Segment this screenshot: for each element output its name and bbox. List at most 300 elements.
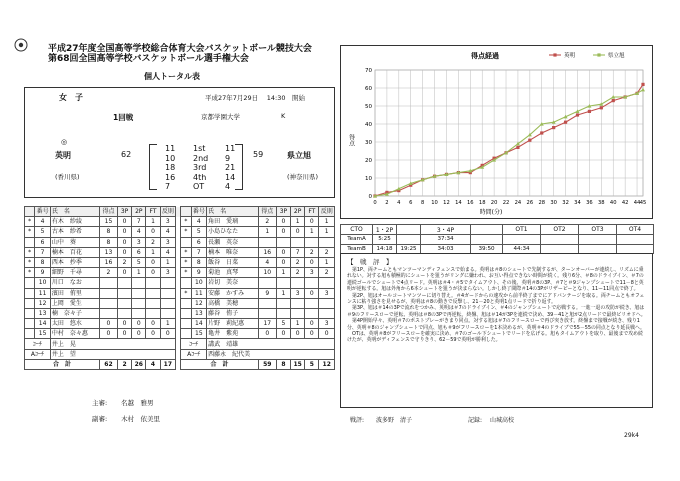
y-tick-label: 0 bbox=[368, 194, 372, 200]
starter-mark bbox=[181, 319, 191, 329]
cto-time bbox=[471, 235, 503, 245]
player-stat: 1 bbox=[160, 257, 176, 267]
coach-name: 井上 晃 bbox=[50, 339, 175, 349]
player-name: 川口 なお bbox=[50, 278, 99, 288]
game-info-box bbox=[24, 87, 335, 198]
total-stat: 12 bbox=[319, 359, 335, 369]
player-stat: 8 bbox=[99, 237, 117, 247]
umpire-label: 副審: bbox=[92, 415, 108, 423]
player-stat: 3 bbox=[160, 237, 176, 247]
winner-mark: ◎ bbox=[61, 138, 68, 146]
player-stat: 0 bbox=[146, 257, 160, 267]
x-tick-label: 18 bbox=[478, 200, 486, 206]
cto-time bbox=[541, 235, 579, 245]
coach-name: 井上 望 bbox=[50, 349, 175, 359]
quarter-bracket-left bbox=[149, 144, 157, 190]
player-stat: 1 bbox=[146, 217, 160, 227]
player-stat bbox=[319, 237, 335, 247]
player-stat bbox=[117, 298, 131, 308]
player-name: 有木 紗綾 bbox=[50, 217, 99, 227]
x-tick-label: 32 bbox=[562, 200, 569, 206]
total-stat: 2 bbox=[117, 359, 131, 369]
player-stat bbox=[305, 278, 319, 288]
totals-label: 合 計 bbox=[181, 359, 258, 369]
cto-header: OT4 bbox=[617, 225, 654, 235]
starter-mark-header bbox=[25, 207, 35, 217]
cto-header: 3・4P bbox=[421, 225, 471, 235]
player-stat: 2 bbox=[291, 268, 305, 278]
starter-mark: * bbox=[181, 257, 191, 267]
player-stat: 4 bbox=[132, 227, 146, 237]
data-point-square bbox=[564, 121, 567, 124]
player-stat: 15 bbox=[35, 329, 51, 339]
starter-mark bbox=[181, 329, 191, 339]
player-stat: 7 bbox=[132, 217, 146, 227]
quarter-score-b: 4 bbox=[225, 182, 231, 191]
data-point-square bbox=[600, 106, 603, 109]
column-header: 氏 名 bbox=[207, 207, 259, 217]
page-code: 29k4 bbox=[624, 432, 639, 439]
cto-time: 14:18 bbox=[373, 244, 397, 254]
data-point-square bbox=[528, 139, 531, 142]
player-stat: 2 bbox=[117, 257, 131, 267]
player-stat: 16 bbox=[99, 257, 117, 267]
player-stat: 0 bbox=[291, 329, 305, 339]
starter-mark bbox=[181, 298, 191, 308]
column-header: 番号 bbox=[36, 208, 49, 216]
player-name: 細野 千尋 bbox=[50, 268, 99, 278]
player-stat: 13 bbox=[35, 308, 51, 318]
player-stat: 11 bbox=[191, 288, 207, 298]
player-stat: 13 bbox=[99, 247, 117, 257]
cto-header: OT1 bbox=[503, 225, 541, 235]
player-stat: 0 bbox=[276, 257, 290, 267]
starter-mark bbox=[25, 329, 35, 339]
player-stat bbox=[276, 298, 290, 308]
player-stat bbox=[291, 237, 305, 247]
player-stat: 0 bbox=[99, 329, 117, 339]
cto-team: TeamA bbox=[341, 235, 373, 245]
y-tick-label: 20 bbox=[365, 158, 372, 164]
cto-time: 19:25 bbox=[397, 244, 421, 254]
player-stat: 3 bbox=[319, 288, 335, 298]
player-stat bbox=[99, 278, 117, 288]
x-tick-label: 0 bbox=[373, 200, 377, 206]
player-name: 楠本 唯奈 bbox=[207, 247, 259, 257]
review-paragraph: 第1P、両チームともマンツーマンディフェンスで始まる。英明は＃8のシュートで先制するが、ターンオーバーが連続し、リズムに乗れない。対する旭も積極的にシュートを狙うがリングに嫌われ、お互い得点できない時間が続く。残り6分、＃8のドライブイン、＃7の連続ゴールでシュートで4点リード。英明は＃4・＃5でタイムアウト、その後、英明＃8の3P、＃7と＃9ジャンプシュートで11－8と英明が逆転する。旭は外角から6本シュートを狙うが決まらない。しかし終了間際＃14の3Pがリザーピーとなり、11ー11同点で終了。 bbox=[347, 267, 644, 293]
player-stat: 2 bbox=[319, 268, 335, 278]
x-tick-label: 10 bbox=[431, 200, 438, 206]
coach-name: 講武 靖雄 bbox=[207, 339, 335, 349]
review-paragraph: 第2P、旭はオールコートマンツーに切り替え。＃4ガードからの速攻から前半終了までにアドバンテージを取る。両チームともオフェンスに粘り強さを見せるが、英明は＃8の動きで反撃し、21－20と英明1点リードで折り返す。 bbox=[347, 292, 645, 306]
player-stat: 3 bbox=[319, 319, 335, 329]
cto-header: OT2 bbox=[541, 225, 579, 235]
player-stat: 0 bbox=[305, 329, 319, 339]
coach-name: 西藤永 紀代美 bbox=[207, 349, 335, 359]
player-stat: 0 bbox=[160, 329, 176, 339]
player-stat: 6 bbox=[191, 237, 207, 247]
player-stat: 1 bbox=[258, 227, 276, 237]
player-stat: 7 bbox=[191, 247, 207, 257]
starter-mark: * bbox=[25, 217, 35, 227]
y-tick-label: 50 bbox=[365, 104, 372, 110]
player-stat: 1 bbox=[276, 288, 290, 298]
quarter-score-b: 11 bbox=[225, 144, 236, 153]
review-paragraph: 第4P開始早々、英明＃7のポストプレーがきまり同点。対する旭は＃7のフリースローで再び突き放す。終盤まで接戦が続き、残り1分、英明＃8のジャンプシュートで同点、旭も＃9がフリースローを1本決めるが、英明＃4のドライブで55－55の同点となり延長戦へ。 bbox=[347, 318, 645, 331]
player-name: 飯谷 日菜 bbox=[207, 257, 259, 267]
player-name: 小島ひなた bbox=[207, 227, 259, 237]
starter-mark bbox=[25, 308, 35, 318]
player-stat bbox=[319, 308, 335, 318]
data-point-square bbox=[540, 131, 543, 134]
y-tick-label: 40 bbox=[365, 122, 372, 128]
player-stat: 0 bbox=[117, 268, 131, 278]
totals-label: 合 計 bbox=[25, 359, 100, 369]
player-stat: 9 bbox=[35, 268, 51, 278]
player-stat: 0 bbox=[132, 329, 146, 339]
x-tick-label: 44 bbox=[633, 200, 641, 206]
player-stat: 8 bbox=[191, 257, 207, 267]
cto-time bbox=[503, 235, 541, 245]
player-stat bbox=[132, 298, 146, 308]
game-review-box bbox=[340, 253, 653, 408]
x-tick-label: 12 bbox=[443, 200, 450, 206]
x-tick-label: 28 bbox=[538, 200, 546, 206]
cto-time bbox=[579, 235, 617, 245]
player-stat bbox=[258, 278, 276, 288]
table-row bbox=[25, 319, 335, 329]
table-row bbox=[25, 268, 335, 278]
gender-label: 女 子 bbox=[59, 93, 83, 102]
player-stat: 1 bbox=[146, 247, 160, 257]
column-header: 2P bbox=[132, 207, 146, 217]
starter-mark bbox=[181, 278, 191, 288]
cto-table bbox=[340, 224, 654, 254]
starter-mark: * bbox=[181, 288, 191, 298]
player-stat: 11 bbox=[35, 288, 51, 298]
coach-label: Aｺｰﾁ bbox=[181, 349, 207, 359]
table-row bbox=[25, 237, 335, 247]
player-stat bbox=[160, 308, 176, 318]
x-tick-label: 20 bbox=[490, 200, 498, 206]
y-tick-label: 30 bbox=[365, 140, 372, 146]
player-stat: 0 bbox=[305, 288, 319, 298]
player-stat bbox=[132, 288, 146, 298]
player-stat: 12 bbox=[191, 298, 207, 308]
player-stat: 1 bbox=[319, 217, 335, 227]
player-stat: 1 bbox=[291, 319, 305, 329]
player-name: 菊池 真琴 bbox=[207, 268, 259, 278]
player-stat: 0 bbox=[305, 257, 319, 267]
player-name: 濱田 侑里 bbox=[50, 288, 99, 298]
player-stat bbox=[305, 298, 319, 308]
starter-mark bbox=[25, 278, 35, 288]
total-stat: 26 bbox=[132, 359, 146, 369]
player-stat: 0 bbox=[146, 268, 160, 278]
column-header: 反則 bbox=[320, 208, 333, 216]
player-stat: 14 bbox=[35, 319, 51, 329]
player-stat: 4 bbox=[160, 247, 176, 257]
player-stat: 5 bbox=[132, 257, 146, 267]
column-header: 3P bbox=[117, 207, 131, 217]
data-point-square bbox=[612, 99, 615, 102]
table-row bbox=[25, 227, 335, 237]
starter-mark: * bbox=[181, 217, 191, 227]
player-name: 上岡 愛生 bbox=[50, 298, 99, 308]
recorder-name: 山城高校 bbox=[490, 417, 515, 424]
y-tick-label: 60 bbox=[365, 86, 372, 92]
player-stat: 8 bbox=[35, 257, 51, 267]
quarter-label: 1st bbox=[193, 144, 206, 153]
player-stat: 0 bbox=[305, 319, 319, 329]
starter-mark: * bbox=[181, 247, 191, 257]
player-stat: 1 bbox=[132, 268, 146, 278]
starter-mark bbox=[25, 319, 35, 329]
cto-header: 1・2P bbox=[373, 225, 397, 235]
starter-mark: * bbox=[25, 268, 35, 278]
cto-time: 39:50 bbox=[471, 244, 503, 254]
player-stat: 3 bbox=[291, 288, 305, 298]
total-stat: 8 bbox=[276, 359, 290, 369]
data-point-square bbox=[516, 146, 519, 149]
player-stat: 6 bbox=[35, 237, 51, 247]
legend-marker bbox=[553, 53, 556, 56]
quarter-score-a: 11 bbox=[165, 144, 176, 153]
data-point-square bbox=[552, 126, 555, 129]
team-b-prefecture: (神奈川県) bbox=[287, 173, 319, 181]
x-tick-label: 40 bbox=[609, 200, 617, 206]
round-label: 1回戦 bbox=[113, 113, 134, 122]
player-stat: 2 bbox=[319, 247, 335, 257]
column-header: FT bbox=[146, 207, 160, 217]
x-tick-label: 26 bbox=[526, 200, 534, 206]
player-stat: 1 bbox=[160, 319, 176, 329]
x-tick-label: 14 bbox=[455, 200, 462, 206]
player-stat: 0 bbox=[99, 319, 117, 329]
x-tick-label: 4 bbox=[397, 200, 401, 206]
player-stat: 0 bbox=[276, 227, 290, 237]
cto-team: TeamB bbox=[341, 244, 373, 254]
player-stat: 1 bbox=[319, 257, 335, 267]
quarter-score-b: 21 bbox=[225, 163, 236, 172]
player-stat: 3 bbox=[132, 237, 146, 247]
cto-time: 34:03 bbox=[421, 244, 471, 254]
player-stat: 0 bbox=[117, 247, 131, 257]
cto-time bbox=[397, 235, 421, 245]
player-stat: 2 bbox=[99, 268, 117, 278]
player-stat bbox=[146, 298, 160, 308]
player-stat: 0 bbox=[132, 319, 146, 329]
game-date: 平成27年7月29日 14:30 開始 bbox=[205, 94, 305, 102]
player-stat bbox=[146, 278, 160, 288]
player-stat: 8 bbox=[99, 227, 117, 237]
player-stat: 9 bbox=[191, 268, 207, 278]
starter-mark: * bbox=[25, 247, 35, 257]
column-header: 氏 名 bbox=[50, 207, 99, 217]
cto-header bbox=[397, 225, 421, 235]
cto-time: 5:25 bbox=[373, 235, 397, 245]
player-stat bbox=[146, 308, 160, 318]
x-tick-label: 34 bbox=[574, 200, 581, 206]
column-header: 得点 bbox=[99, 207, 117, 217]
tournament-title: 平成27年度全国高等学校総合体育大会バスケットボール競技大会 bbox=[48, 44, 312, 54]
x-tick-label: 8 bbox=[420, 200, 425, 206]
total-stat: 62 bbox=[99, 359, 117, 369]
player-name: 藤谷 侑子 bbox=[207, 308, 259, 318]
x-tick-label: 6 bbox=[409, 200, 413, 206]
team-a-prefecture: (香川県) bbox=[55, 173, 80, 181]
column-header: 番号 bbox=[192, 208, 205, 216]
player-name: 長瀬 英奈 bbox=[207, 237, 259, 247]
player-stat: 0 bbox=[276, 217, 290, 227]
player-stat: 2 bbox=[305, 247, 319, 257]
player-stat: 0 bbox=[276, 247, 290, 257]
y-tick-label: 70 bbox=[365, 68, 372, 74]
starter-mark bbox=[25, 288, 35, 298]
score-progress-svg bbox=[341, 46, 654, 220]
cto-header: OT3 bbox=[579, 225, 617, 235]
review-paragraph: OTは、英明＃8がフリースローを確実に決め、＃7のゴール下シュートでリードを広げる。旭もタイムアウトを取り、最後まで攻め続けたが、英明がディフェンスで守りきり、62－59で英明が勝利した。 bbox=[347, 331, 643, 344]
player-name: 太田 悠水 bbox=[50, 319, 99, 329]
player-stat: 10 bbox=[35, 278, 51, 288]
cto-time bbox=[617, 235, 654, 245]
player-stat: 4 bbox=[191, 217, 207, 227]
review-heading: 【 戦 評 】 bbox=[347, 258, 393, 266]
team-a-score: 62 bbox=[121, 150, 132, 159]
player-stat: 16 bbox=[258, 247, 276, 257]
cto-header: CTO bbox=[341, 225, 373, 235]
cto-header bbox=[471, 225, 503, 235]
player-stat: 10 bbox=[191, 278, 207, 288]
player-stat: 10 bbox=[258, 268, 276, 278]
player-name: 山中 葵 bbox=[50, 237, 99, 247]
starter-mark bbox=[181, 237, 191, 247]
plot-area bbox=[375, 70, 643, 196]
player-stat: 0 bbox=[146, 319, 160, 329]
quarter-label: 3rd bbox=[193, 163, 207, 172]
legend-label: 英明 bbox=[564, 53, 576, 59]
coach-row bbox=[25, 349, 335, 359]
player-stat bbox=[99, 298, 117, 308]
table-row bbox=[25, 308, 335, 318]
table-row bbox=[25, 329, 335, 339]
x-tick-label: 30 bbox=[550, 200, 557, 206]
player-stat: 1 bbox=[291, 217, 305, 227]
chart-title: 得点経過 bbox=[471, 52, 499, 60]
y-axis-label: 得点 bbox=[347, 134, 355, 146]
player-stat bbox=[132, 278, 146, 288]
player-stat: 5 bbox=[35, 227, 51, 237]
y-tick-label: 10 bbox=[365, 176, 372, 182]
x-tick-label: 16 bbox=[466, 200, 474, 206]
quarter-score-a: 16 bbox=[165, 172, 176, 182]
player-stat: 0 bbox=[258, 329, 276, 339]
box-header-row bbox=[25, 207, 335, 217]
table-row bbox=[25, 298, 335, 308]
review-paragraph: 第3P、旭は＃14の3Pで流れをつかみ、英明は＃7のドライブイン、＃4のジャンプシュートで応戦する。一進一退の攻防が続き、旭は＃9のフリースローで逆転、英明は＃8の3Pで再逆転。終盤、旭は＃14が3Pを連続で決め、39－41と旭が2点リードで最終ピリオドへ。 bbox=[347, 305, 646, 318]
player-stat: 0 bbox=[117, 319, 131, 329]
player-stat bbox=[117, 308, 131, 318]
coach-row bbox=[25, 339, 335, 349]
player-stat bbox=[99, 288, 117, 298]
player-stat bbox=[258, 298, 276, 308]
starter-mark: * bbox=[181, 268, 191, 278]
umpire-name: 木村 依美里 bbox=[121, 415, 160, 423]
player-stat bbox=[258, 308, 276, 318]
player-stat: 7 bbox=[35, 247, 51, 257]
x-tick-label: 36 bbox=[586, 200, 593, 206]
recorder-label: 記録: bbox=[468, 417, 483, 424]
player-stat bbox=[319, 298, 335, 308]
player-stat: 0 bbox=[146, 227, 160, 237]
review-text bbox=[347, 267, 647, 344]
x-tick-label: 42 bbox=[621, 200, 629, 206]
starter-mark-header bbox=[181, 207, 191, 217]
starter-mark bbox=[25, 237, 35, 247]
player-name: 西本 抄季 bbox=[50, 257, 99, 267]
association-logo-icon bbox=[14, 38, 28, 52]
player-stat bbox=[160, 288, 176, 298]
player-stat bbox=[276, 308, 290, 318]
player-stat: 13 bbox=[191, 308, 207, 318]
player-stat: 5 bbox=[191, 227, 207, 237]
player-stat bbox=[160, 278, 176, 288]
venue-label: 京都学園大学 bbox=[201, 113, 240, 121]
score-progress-chart bbox=[340, 45, 653, 219]
player-stat: 0 bbox=[117, 237, 131, 247]
total-stat: 5 bbox=[305, 359, 319, 369]
player-stat: 14 bbox=[191, 319, 207, 329]
referee-name: 名越 雅男 bbox=[121, 399, 154, 407]
total-stat: 17 bbox=[160, 359, 176, 369]
quarter-score-a: 18 bbox=[165, 163, 176, 172]
column-header: 得点 bbox=[258, 207, 276, 217]
player-stat bbox=[305, 237, 319, 247]
x-tick-label: 45 bbox=[639, 200, 647, 206]
reviewer-label: 戦評: bbox=[350, 417, 365, 424]
player-stat bbox=[132, 308, 146, 318]
sheet-title: 個人トータル表 bbox=[144, 72, 200, 81]
player-stat: 0 bbox=[319, 329, 335, 339]
player-stat: 3 bbox=[160, 268, 176, 278]
total-stat: 15 bbox=[291, 359, 305, 369]
court-label: K bbox=[281, 112, 286, 120]
quarter-label: OT bbox=[193, 182, 205, 191]
cto-time: 44:34 bbox=[503, 244, 541, 254]
quarter-score-b: 14 bbox=[225, 172, 236, 182]
quarter-score-a: 7 bbox=[165, 182, 171, 191]
player-stat: 4 bbox=[160, 227, 176, 237]
referee-label: 主審: bbox=[92, 399, 108, 407]
player-name: 亀井 紫苑 bbox=[207, 329, 259, 339]
player-stat: 5 bbox=[276, 319, 290, 329]
data-point-square bbox=[588, 110, 591, 113]
player-stat: 3 bbox=[160, 217, 176, 227]
starter-mark bbox=[181, 308, 191, 318]
quarter-bracket-right bbox=[235, 144, 243, 190]
player-stat: 17 bbox=[258, 319, 276, 329]
starter-mark: * bbox=[181, 227, 191, 237]
data-point-square bbox=[641, 83, 644, 86]
player-stat bbox=[258, 237, 276, 247]
player-stat: 15 bbox=[191, 329, 207, 339]
player-stat: 0 bbox=[117, 217, 131, 227]
player-stat: 3 bbox=[305, 268, 319, 278]
coach-label: Aｺｰﾁ bbox=[25, 349, 51, 359]
player-stat bbox=[99, 308, 117, 318]
legend-label: 県立旭 bbox=[608, 53, 625, 59]
table-row bbox=[25, 278, 335, 288]
